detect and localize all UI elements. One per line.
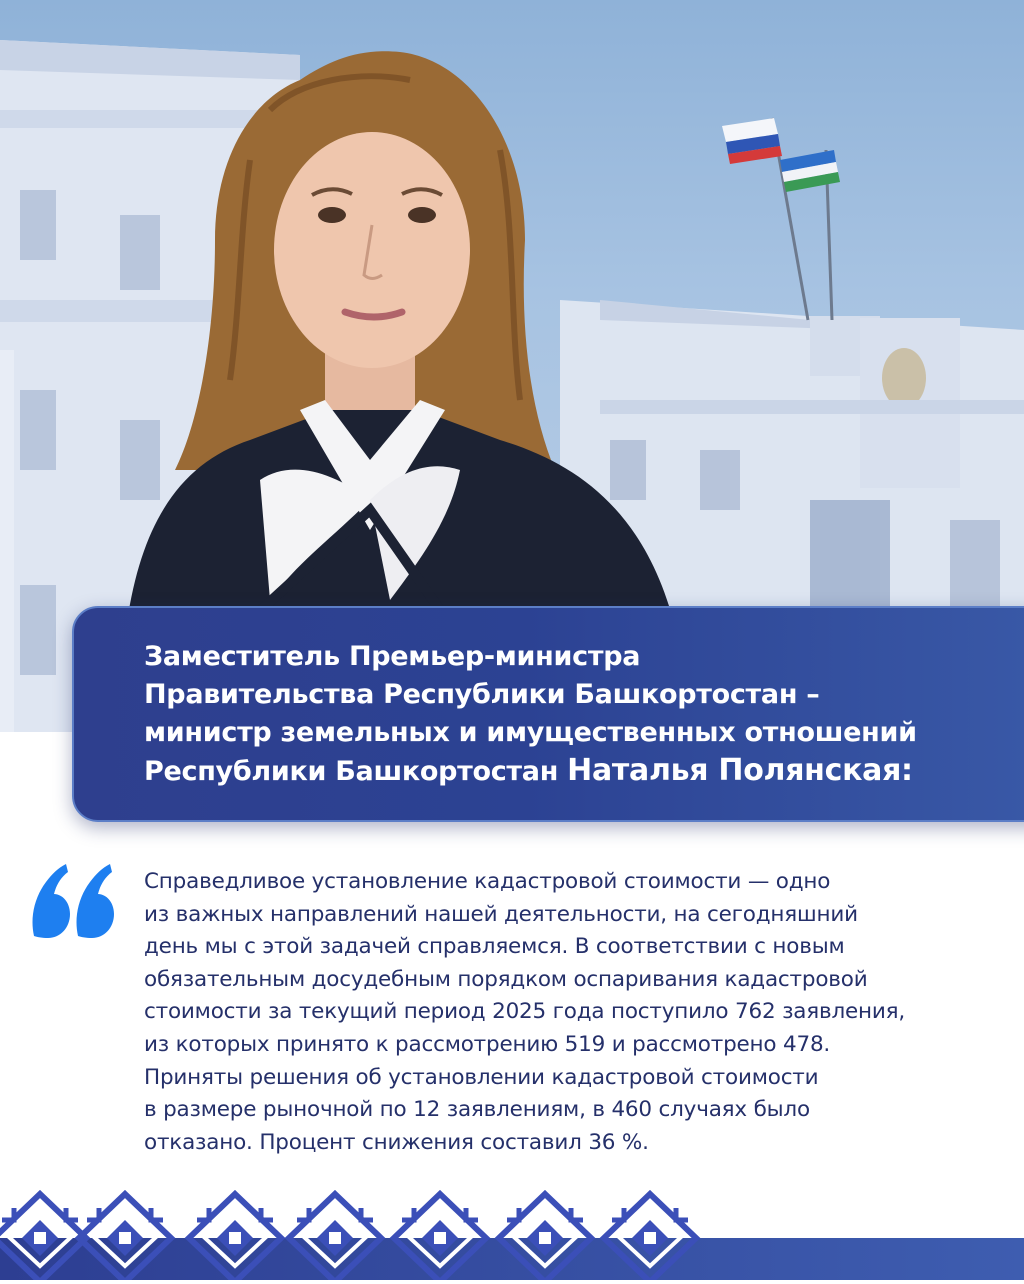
quote-line: обязательным досудебным порядком оспаривания кадастровой xyxy=(144,966,868,992)
quote-icon xyxy=(28,858,118,946)
title-line: министр земельных и имущественных отношений xyxy=(144,717,917,748)
title-line-last xyxy=(144,752,984,791)
title-line: Республики Башкортостан xyxy=(144,756,559,787)
quote-text xyxy=(144,866,984,1159)
quote-line: день мы с этой задачей справляемся. В соответствии с новым xyxy=(144,934,845,960)
quote-line: отказано. Процент снижения составил 36 %. xyxy=(144,1129,649,1155)
title-line: Правительства Республики Башкортостан – xyxy=(144,679,820,710)
speaker-name: Наталья Полянская: xyxy=(567,753,913,788)
quote-line: из которых принято к рассмотрению 519 и рассмотрено 478. xyxy=(144,1031,831,1057)
quote-line: Приняты решения об установлении кадастровой стоимости xyxy=(144,1064,819,1090)
quote-line: Справедливое установление кадастровой стоимости — одно xyxy=(144,869,831,894)
quote-line: в размере рыночной по 12 заявлениям, в 460 случаях было xyxy=(144,1097,810,1123)
title-block xyxy=(144,638,984,791)
title-line: Заместитель Премьер-министра xyxy=(144,641,641,672)
quote-line: из важных направлений нашей деятельности, на сегодняшний xyxy=(144,901,858,927)
quote-line: стоимости за текущий период 2025 года поступило 762 заявления, xyxy=(144,999,906,1025)
ornament-icon xyxy=(0,1190,1024,1280)
